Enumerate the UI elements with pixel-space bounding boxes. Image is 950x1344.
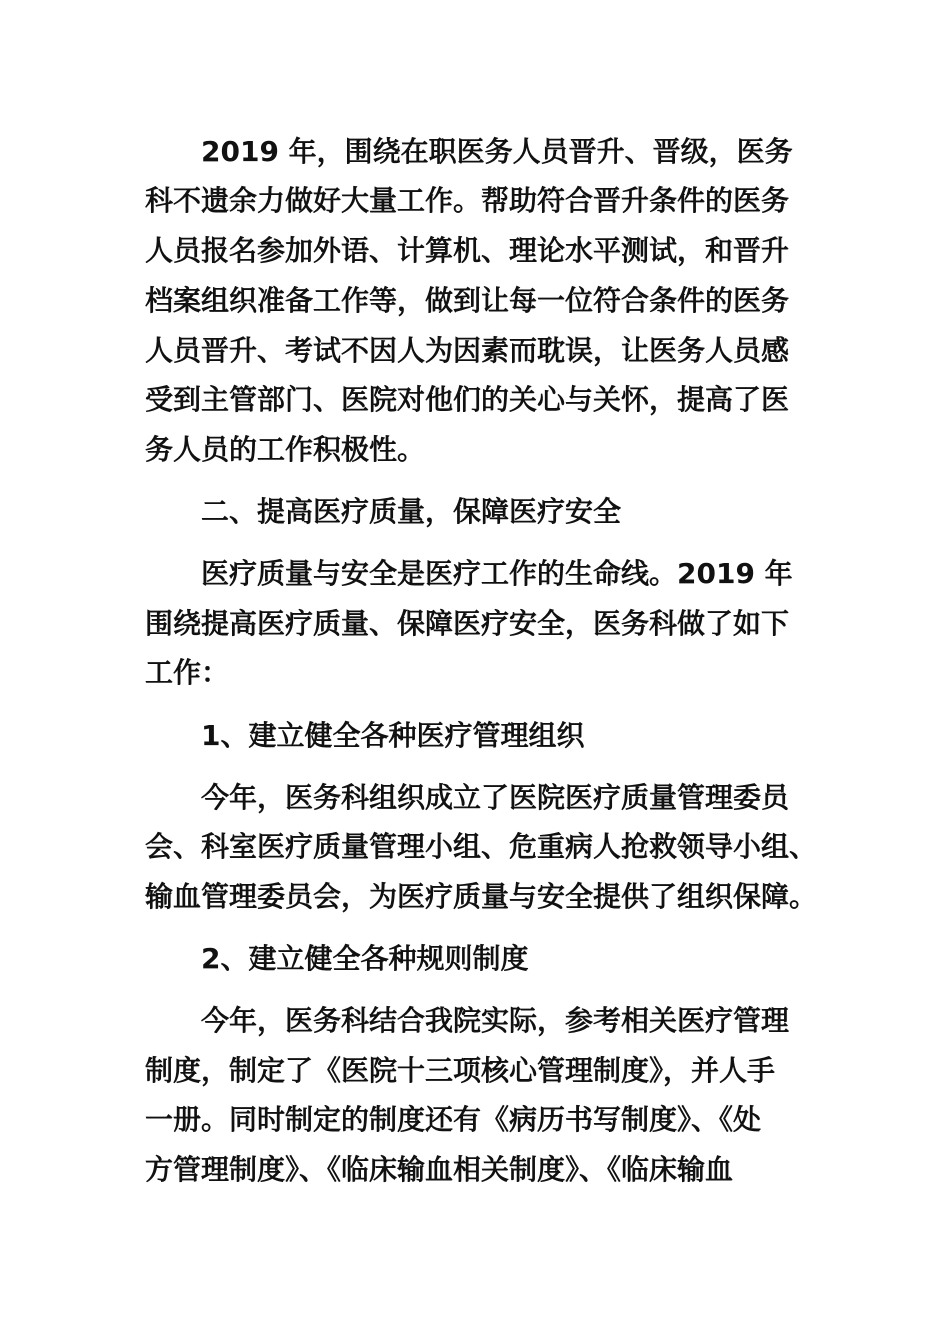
paragraph-line: 今年，医务科组织成立了医院医疗质量管理委员 (201, 781, 790, 814)
paragraph-line: 务人员的工作积极性。 (145, 433, 426, 466)
paragraph-line: 受到主管部门、医院对他们的关心与关怀，提高了医 (145, 383, 790, 416)
paragraph-line: 一册。同时制定的制度还有《病历书写制度》、《处 (145, 1103, 762, 1136)
paragraph-line: 输血管理委员会，为医疗质量与安全提供了组织保障。 (145, 880, 818, 913)
paragraph-line: 会、科室医疗质量管理小组、危重病人抢救领导小组、 (145, 830, 818, 863)
paragraph-line: 人员晋升、考试不因人为因素而耽误，让医务人员感 (145, 334, 790, 367)
paragraph-line: 医疗质量与安全是医疗工作的生命线。2019 年 (201, 557, 793, 590)
paragraph-line: 围绕提高医疗质量、保障医疗安全，医务科做了如下 (145, 607, 790, 640)
paragraph-line: 2019 年，围绕在职医务人员晋升、晋级，医务 (201, 135, 793, 168)
paragraph-line: 人员报名参加外语、计算机、理论水平测试，和晋升 (145, 234, 790, 267)
paragraph-line: 工作： (145, 656, 230, 689)
paragraph-line: 今年，医务科结合我院实际，参考相关医疗管理 (201, 1004, 790, 1037)
subsection-heading: 2、建立健全各种规则制度 (201, 942, 529, 975)
paragraph-line: 科不遗余力做好大量工作。帮助符合晋升条件的医务 (145, 184, 790, 217)
paragraph-line: 档案组织准备工作等，做到让每一位符合条件的医务 (145, 284, 790, 317)
subsection-heading: 1、建立健全各种医疗管理组织 (201, 719, 585, 752)
section-heading: 二、提高医疗质量，保障医疗安全 (201, 495, 622, 528)
paragraph-line: 制度，制定了《医院十三项核心管理制度》，并人手 (145, 1054, 776, 1087)
paragraph-line: 方管理制度》、《临床输血相关制度》、《临床输血 (145, 1153, 734, 1186)
